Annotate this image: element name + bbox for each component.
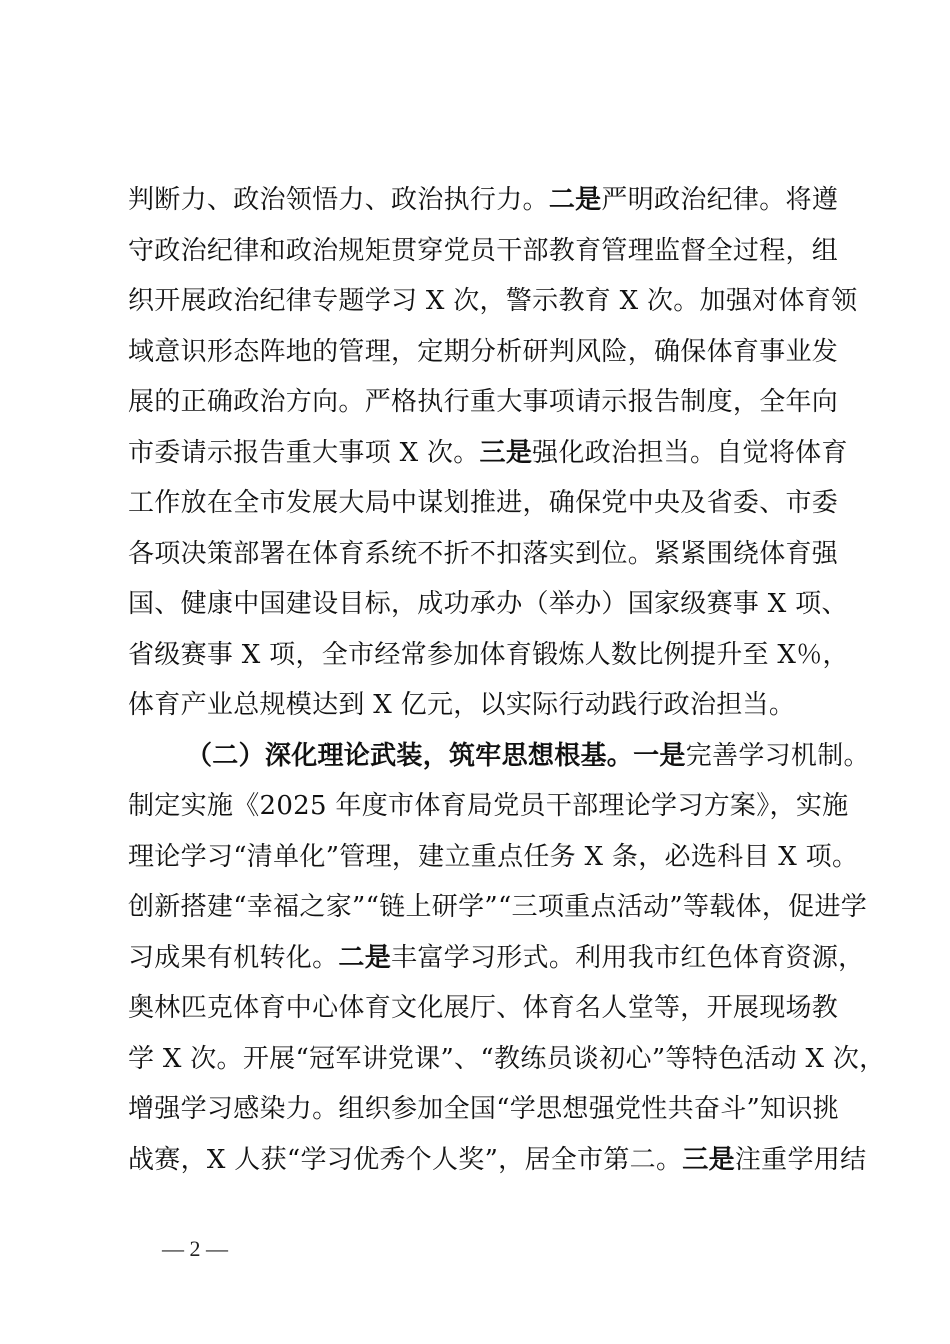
bold-text-segment: 一是 [633, 741, 686, 771]
page-number: — 2 — [162, 1236, 228, 1261]
text-segment: 体育产业总规模达到 X 亿元，以实际行动践行政治担当。 [128, 690, 796, 720]
text-segment: 各项决策部署在体育系统不折不扣落实到位。紧紧围绕体育强 [128, 539, 839, 569]
text-line [128, 281, 858, 321]
text-line [128, 887, 868, 927]
text-segment: 市委请示报告重大事项 X 次。 [128, 438, 480, 468]
text-line [128, 584, 848, 624]
text-segment: 增强学习感染力。组织参加全国“学思想强党性共奋斗”知识挑 [128, 1094, 839, 1124]
bold-text-segment: 二是 [338, 943, 392, 973]
text-line [128, 1089, 848, 1129]
text-segment: 学 X 次。开展“冠军讲党课”、“教练员谈初心”等特色活动 X 次， [128, 1044, 886, 1074]
text-segment: 守政治纪律和政治规矩贯穿党员干部教育管理监督全过程，组 [128, 236, 839, 266]
text-segment: 域意识形态阵地的管理，定期分析研判风险，确保体育事业发 [128, 337, 839, 367]
text-segment: 创新搭建“幸福之家”“链上研学”“三项重点活动”等载体，促进学 [128, 892, 868, 922]
text-line [128, 1140, 867, 1180]
text-line [186, 736, 870, 776]
text-line [128, 685, 848, 725]
bold-text-segment: （二）深化理论武装，筑牢思想根基。 [186, 741, 634, 771]
text-line [128, 433, 848, 473]
text-segment: 判断力、政治领悟力、政治执行力。 [128, 185, 549, 215]
text-line [128, 483, 848, 523]
text-line [128, 938, 865, 978]
bold-text-segment: 三是 [479, 438, 533, 468]
text-segment: 理论学习“清单化”管理，建立重点任务 X 条，必选科目 X 项。 [128, 842, 859, 872]
text-segment: 战赛，X 人获“学习优秀个人奖”，居全市第二。 [128, 1145, 683, 1175]
text-segment: 丰富学习形式。利用我市红色体育资源， [391, 943, 865, 973]
text-line [128, 1039, 886, 1079]
text-segment: 注重学用结 [734, 1145, 867, 1175]
text-line [128, 382, 848, 422]
text-segment: 强化政治担当。自觉将体育 [532, 438, 848, 468]
text-line [128, 534, 848, 574]
text-segment: 省级赛事 X 项，全市经常参加体育锻炼人数比例提升至 X％， [128, 640, 849, 670]
text-segment: 织开展政治纪律专题学习 X 次，警示教育 X 次。加强对体育领 [128, 286, 858, 316]
text-segment: 奥林匹克体育中心体育文化展厅、体育名人堂等，开展现场教 [128, 993, 839, 1023]
text-line [128, 837, 859, 877]
bold-text-segment: 三是 [682, 1145, 735, 1175]
text-line [128, 635, 848, 675]
text-line [128, 332, 848, 372]
text-line [128, 786, 848, 826]
text-segment: 工作放在全市发展大局中谋划推进，确保党中央及省委、市委 [128, 488, 839, 518]
text-line [128, 180, 848, 220]
bold-text-segment: 二是 [548, 185, 602, 215]
text-line [128, 231, 848, 271]
text-segment: 完善学习机制。 [685, 741, 870, 771]
text-segment: 制定实施《2025 年度市体育局党员干部理论学习方案》，实施 [128, 791, 849, 821]
text-segment: 国、健康中国建设目标，成功承办（举办）国家级赛事 X 项、 [128, 589, 848, 619]
text-segment: 展的正确政治方向。严格执行重大事项请示报告制度，全年向 [128, 387, 839, 417]
text-line [128, 988, 848, 1028]
text-segment: 习成果有机转化。 [128, 943, 339, 973]
text-segment: 严明政治纪律。将遵 [601, 185, 839, 215]
